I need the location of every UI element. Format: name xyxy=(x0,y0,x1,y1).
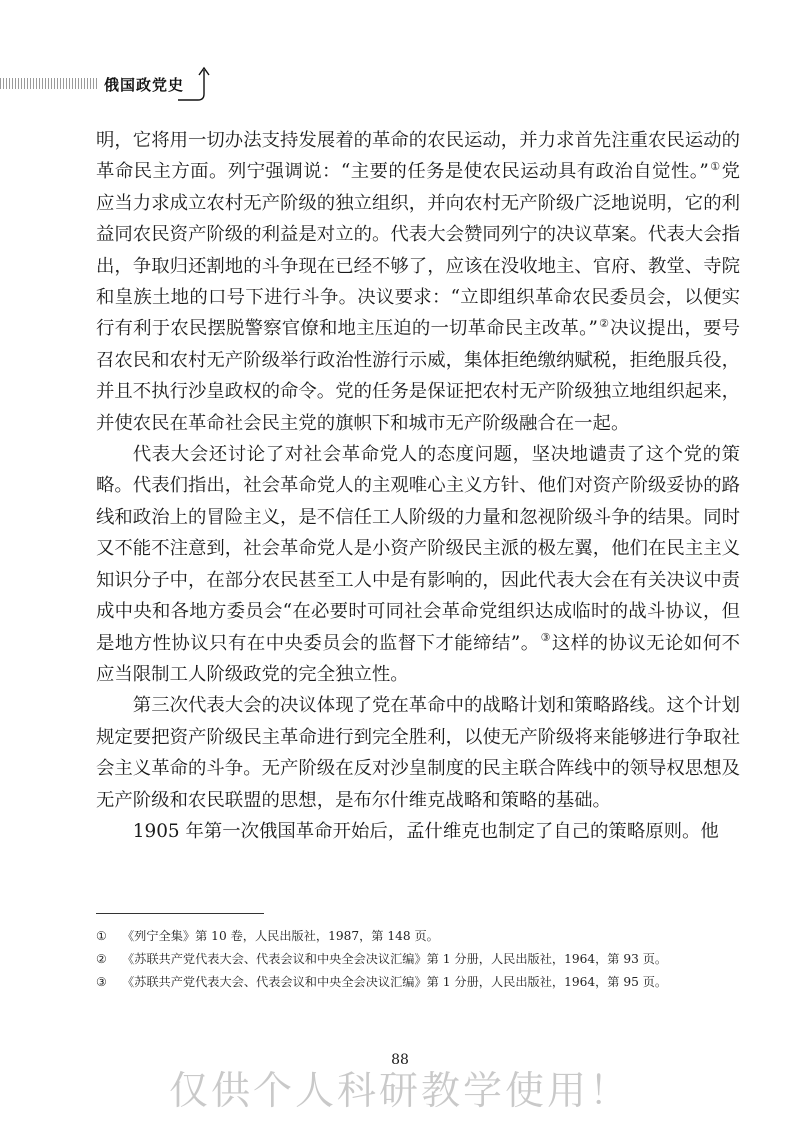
paragraph xyxy=(96,690,740,816)
body-text xyxy=(96,125,740,847)
footnote-item xyxy=(96,972,742,993)
footnote-text: 《列宁全集》第 10 卷，人民出版社，1987，第 148 页。 xyxy=(122,929,439,943)
footnote-divider xyxy=(96,913,264,914)
paragraph xyxy=(96,439,740,690)
paragraph xyxy=(96,125,740,439)
paragraph xyxy=(96,816,740,847)
header-hatch-decoration xyxy=(0,78,98,89)
header-title: 俄国政党史 xyxy=(104,76,185,94)
watermark: 仅供个人科研教学使用！ xyxy=(168,1069,631,1114)
footnote-text: 《苏联共产党代表大会、代表会议和中央全会决议汇编》第 1 分册，人民出版社，1964，第 95 页。 xyxy=(122,975,668,989)
running-header xyxy=(0,64,220,104)
page-number: 88 xyxy=(391,1052,409,1068)
paragraph-text: 这样的协议无论如何不应当限制工人阶级政党的完全独立性。 xyxy=(96,632,740,685)
footnote-ref[interactable]: ③ xyxy=(540,631,551,645)
footnote-marker: ① xyxy=(96,929,107,943)
footnote-ref[interactable]: ② xyxy=(598,317,610,331)
paragraph-text: 党应当力求成立农村无产阶级的独立组织，并向农村无产阶级广泛地说明，它的利益同农民资产阶级的利益是对立的。代表大会赞同列宁的决议草案。代表大会指出，争取归还割地的斗争现在已经不够了，应该在没收地主、官府、教堂、寺院和皇族土地的口号下进行斗争。决议要求：“立即组织革命农民委员会，以便实行有利于农民摆脱警察官僚和地主压迫的一切革命民主改革。” xyxy=(96,161,740,340)
footnotes xyxy=(96,926,742,995)
paragraph-text: 代表大会还讨论了对社会革命党人的态度问题，坚决地谴责了这个党的策略。代表们指出，社会革命党人的主观唯心主义方针、他们对资产阶级妥协的路线和政治上的冒险主义，是不信任工人阶级的力量和忽视阶级斗争的结果。同时又不能不注意到，社会革命党人是小资产阶级民主派的极左翼，他们在民主主义知识分子中，在部分农民甚至工人中是有影响的，因此代表大会在有关决议中责成中央和各地方委员会“在必要时可同社会革命党组织达成临时的战斗协议，但是地方性协议只有在中央委员会的监督下才能缔结”。 xyxy=(96,444,740,654)
paragraph-text: 决议提出，要号召农民和农村无产阶级举行政治性游行示威，集体拒绝缴纳赋税，拒绝服兵役，并且不执行沙皇政权的命令。党的任务是保证把农村无产阶级独立地组织起来，并使农民在革命社会民主党的旗帜下和城市无产阶级融合在一起。 xyxy=(96,318,740,434)
paragraph-text: 第三次代表大会的决议体现了党在革命中的战略计划和策略路线。这个计划规定要把资产阶级民主革命进行到完全胜利，以使无产阶级将来能够进行争取社会主义革命的斗争。无产阶级在反对沙皇制度的民主联合阵线中的领导权思想及无产阶级和农民联盟的思想，是布尔什维克战略和策略的基础。 xyxy=(96,695,740,811)
paragraph-text: 1905 年第一次俄国革命开始后，孟什维克也制定了自己的策略原则。他 xyxy=(132,820,719,842)
up-arrow-icon xyxy=(176,64,216,104)
footnote-item xyxy=(96,926,742,947)
footnote-marker: ② xyxy=(96,952,107,966)
footnote-text: 《苏联共产党代表大会、代表会议和中央全会决议汇编》第 1 分册，人民出版社，1964，第 93 页。 xyxy=(122,952,668,966)
footnote-ref[interactable]: ① xyxy=(709,160,721,174)
footnote-item xyxy=(96,949,742,970)
footnote-marker: ③ xyxy=(96,975,107,989)
paragraph-text: 明，它将用一切办法支持发展着的革命的农民运动，并力求首先注重农民运动的革命民主方面。列宁强调说：“主要的任务是使农民运动具有政治自觉性。” xyxy=(96,130,740,183)
